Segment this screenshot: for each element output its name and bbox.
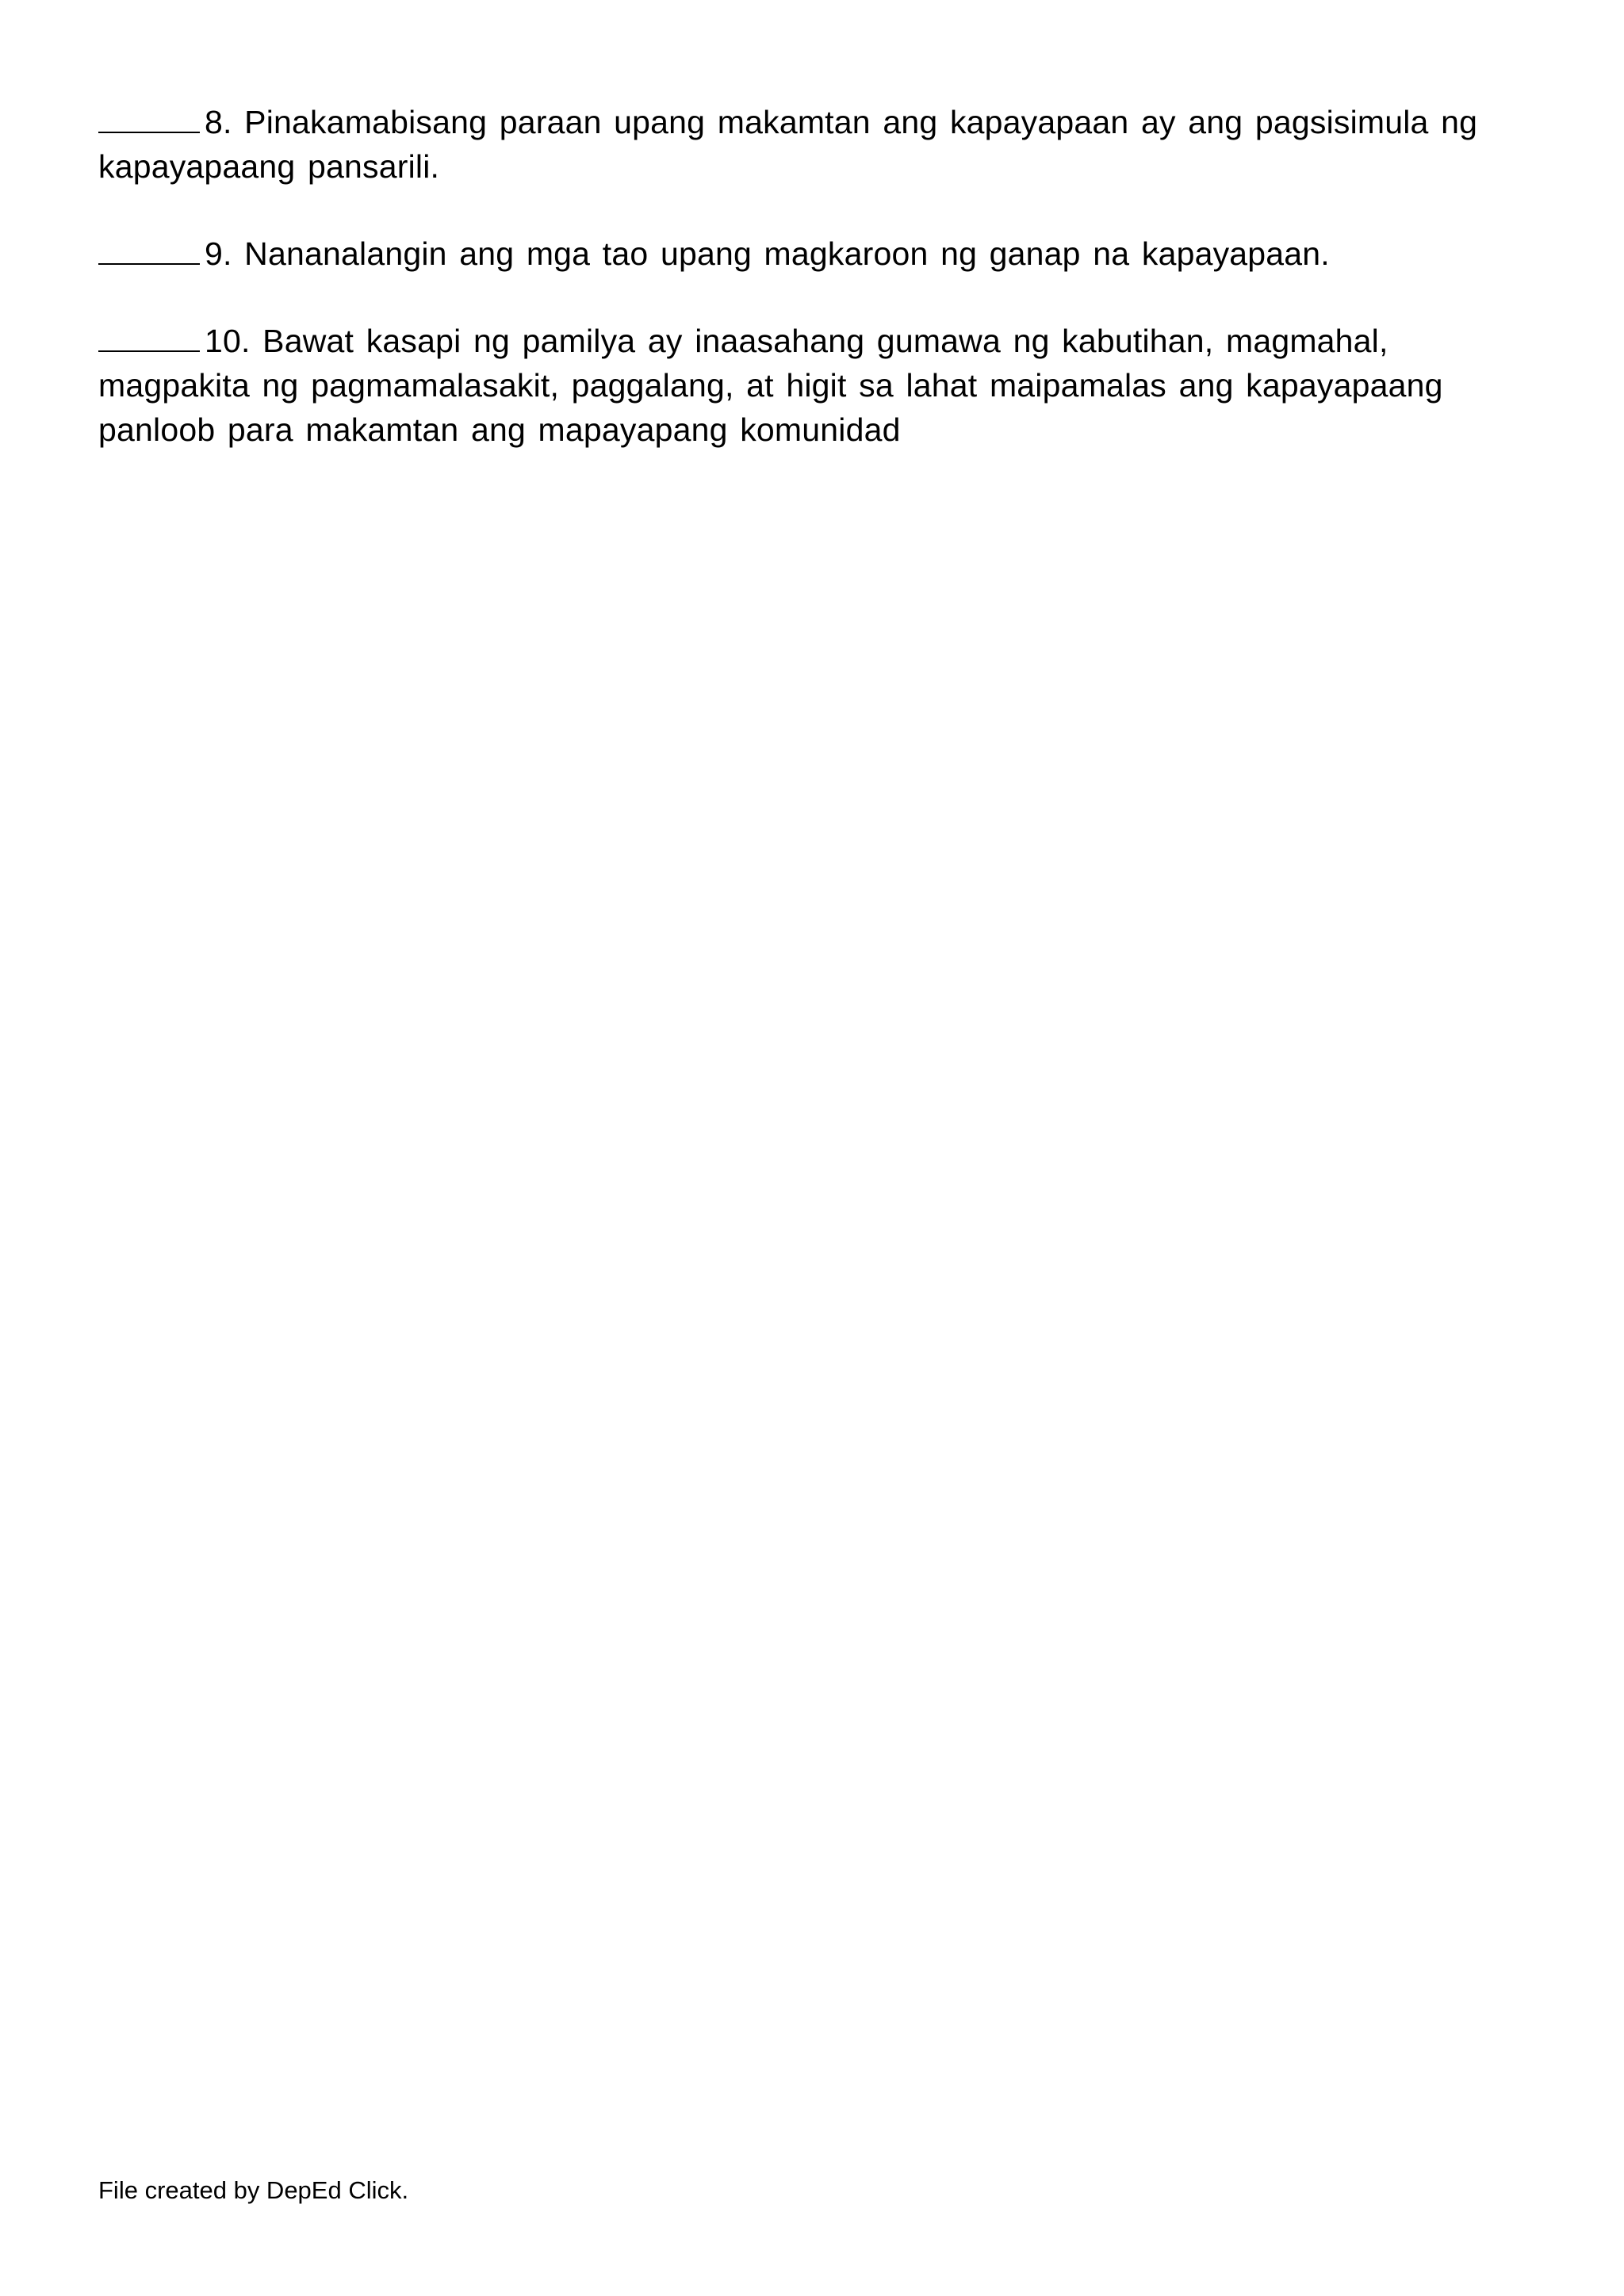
footer-credit: File created by DepEd Click. (98, 2176, 409, 2204)
answer-blank[interactable] (98, 323, 200, 352)
question-item-8 (98, 100, 1518, 189)
question-text: 10. Bawat kasapi ng pamilya ay inaasahang gumawa ng kabutihan, magmahal, magpakita ng pagmamalasakit, paggalang, at higit sa lahat maipamalas ang kapayapaang panloob para makamtan ang mapayapang komunidad (98, 323, 1443, 448)
question-list (98, 100, 1518, 495)
question-item-10 (98, 319, 1518, 452)
answer-blank[interactable] (98, 236, 200, 265)
question-text: 9. Nananalangin ang mga tao upang magkaroon ng ganap na kapayapaan. (205, 235, 1330, 272)
question-text: 8. Pinakamabisang paraan upang makamtan ang kapayapaan ay ang pagsisimula ng kapayapaang pansarili. (98, 104, 1478, 185)
question-item-9 (98, 232, 1518, 276)
answer-blank[interactable] (98, 105, 200, 133)
